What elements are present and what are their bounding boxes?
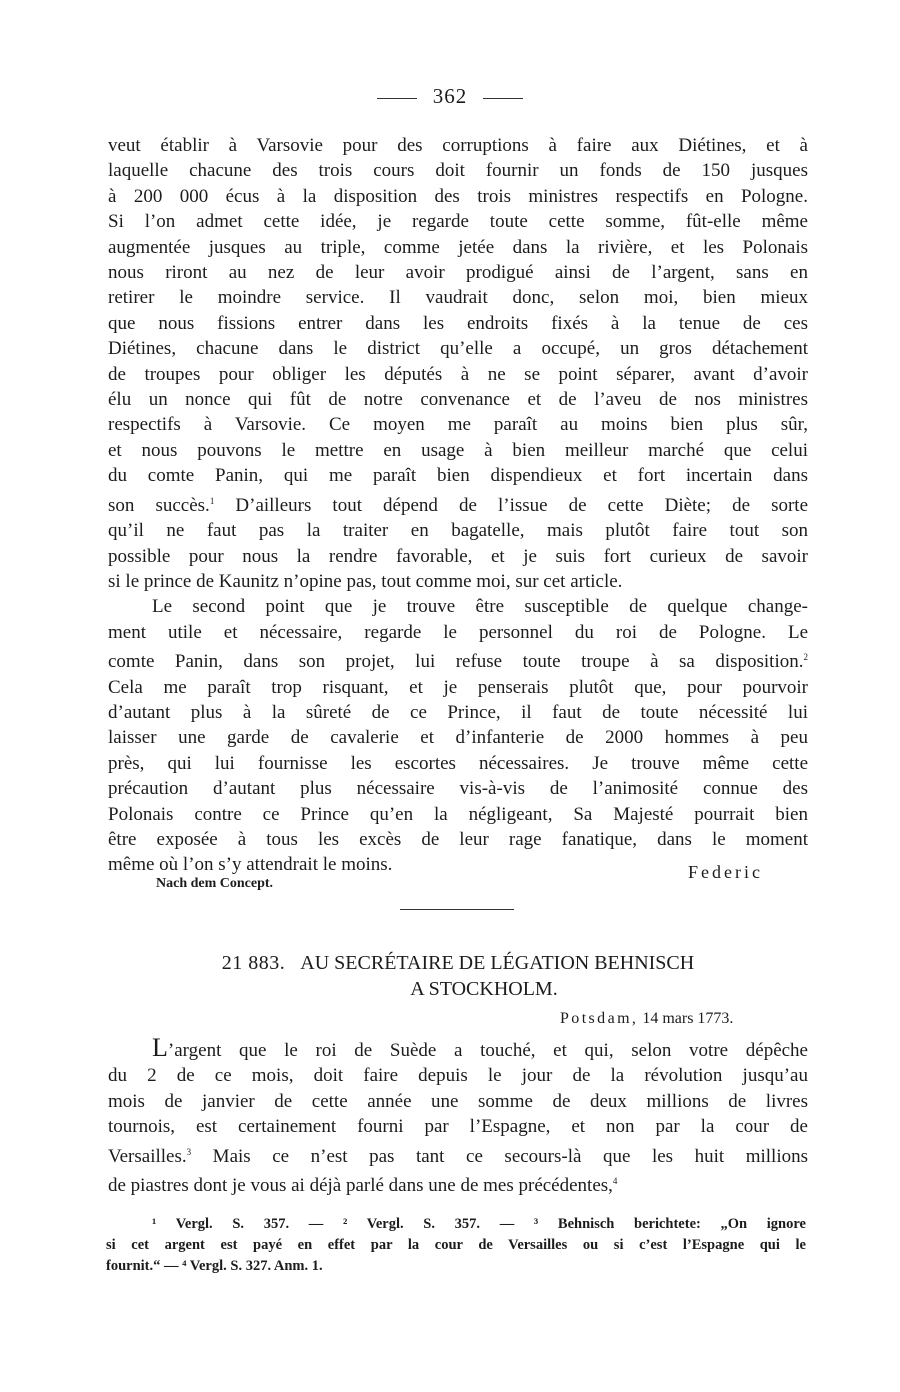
letter-recipient: AU SECRÉTAIRE DE LÉGATION BEHNISCH xyxy=(300,952,695,974)
letter-b-body xyxy=(108,1035,808,1198)
source-note: Nach dem Concept. xyxy=(156,876,274,891)
text-line: laisser une garde de cavalerie et d’infanterie de 2000 hommes à peu xyxy=(108,727,808,749)
text-line-with-footnote xyxy=(108,1140,808,1169)
text-line: du comte Panin, qui me paraît bien dispendieux et fort incertain dans xyxy=(108,465,808,487)
footnote-ref: 3 xyxy=(186,1146,192,1157)
text-line: tournois, est certainement fourni par l’Espagne, et non par la cour de xyxy=(108,1116,808,1138)
text-line: si le prince de Kaunitz n’opine pas, tout comme moi, sur cet article. xyxy=(108,570,623,592)
text-line: près, qui lui fournisse les escortes nécessaires. Je trouve même cette xyxy=(108,752,808,774)
text-fragment: D’ailleurs tout dépend de l’issue de cette Diète; de sorte xyxy=(235,494,809,516)
text-line: Cela me paraît trop risquant, et je penserais plutôt que, pour pourvoir xyxy=(108,676,808,698)
text-fragment: comte Panin, dans son projet, lui refuse toute troupe à sa disposition. xyxy=(108,651,804,673)
text-fragment: son succès. xyxy=(108,494,210,516)
text-line: Polonais contre ce Prince qu’en la négligeant, Sa Majesté pourrait bien xyxy=(108,803,808,825)
text-line: laquelle chacune des trois cours doit fournir un fonds de 150 jusques xyxy=(108,160,808,182)
text-line: de troupes pour obliger les députés à ne se point séparer, avant d’avoir xyxy=(108,363,808,385)
text-line: précaution d’autant plus nécessaire vis-à-vis de l’animosité connue des xyxy=(108,778,808,800)
text-line: Diétines, chacune dans le district qu’elle a occupé, un gros détachement xyxy=(108,338,808,360)
section-divider xyxy=(400,909,514,910)
text-line: d’autant plus à la sûreté de ce Prince, il faut de toute nécessité lui xyxy=(108,701,808,723)
letter-title-line1 xyxy=(108,950,808,976)
text-line: même où l’on s’y attendrait le moins. xyxy=(108,854,393,876)
text-line: mois de janvier de cette année une somme de deux millions de livres xyxy=(108,1090,808,1112)
text-line: élu un nonce qui fût de notre convenance et de l’aveu de nos ministres xyxy=(108,389,808,411)
letter-number: 21 883. xyxy=(221,952,286,974)
page-number: 362 xyxy=(432,84,468,108)
drop-cap: L xyxy=(152,1033,168,1062)
text-line: et nous pouvons le mettre en usage à bien meilleur marché que celui xyxy=(108,439,808,461)
date-text: 14 mars 1773. xyxy=(642,1010,734,1027)
letter-heading xyxy=(108,950,808,1002)
header-rule-left xyxy=(377,98,417,99)
text-line: Si l’on admet cette idée, je regarde toute cette somme, fût-elle même xyxy=(108,211,808,233)
text-line: du 2 de ce mois, doit faire depuis le jour de la révolution jusqu’au xyxy=(108,1065,808,1087)
dateline xyxy=(560,1010,733,1028)
text-line: retirer le moindre service. Il vaudrait donc, selon moi, bien mieux xyxy=(108,287,808,309)
text-line-with-footnote xyxy=(108,489,808,518)
text-line-with-footnote xyxy=(108,645,808,674)
text-line: possible pour nous la rendre favorable, et je suis fort curieux de savoir xyxy=(108,545,808,567)
footnote-ref: 2 xyxy=(803,652,808,663)
footnote-ref: 4 xyxy=(612,1176,618,1187)
text-line: ment utile et nécessaire, regarde le personnel du roi de Pologne. Le xyxy=(108,621,808,643)
letter-title-line2: A STOCKHOLM. xyxy=(410,978,558,1000)
text-fragment: Versailles. xyxy=(108,1145,187,1167)
text-line: que nous fissions entrer dans les endroits fixés à la tenue de ces xyxy=(108,312,808,334)
text-line-with-footnote xyxy=(108,1169,808,1198)
signature: Federic xyxy=(688,862,763,882)
letter-a-body xyxy=(108,133,808,878)
text-line: qu’il ne faut pas la traiter en bagatelle, mais plutôt faire tout son xyxy=(108,520,808,542)
text-line: Le second point que je trouve être susceptible de quelque change- xyxy=(152,596,808,618)
text-line: augmentée jusques au triple, comme jetée dans la rivière, et les Polonais xyxy=(108,236,808,258)
text-line-with-dropcap xyxy=(108,1035,808,1063)
date-place: Potsdam, xyxy=(560,1010,639,1027)
text-line: respectifs à Varsovie. Ce moyen me paraît au moins bien plus sûr, xyxy=(108,414,808,436)
text-fragment: ’argent que le roi de Suède a touché, et qui, selon votre dépêche xyxy=(167,1040,808,1061)
footnote-line: si cet argent est payé en effet par la cour de Versailles ou si c’est l’Espagne qui le xyxy=(106,1237,806,1253)
text-line: à 200 000 écus à la disposition des trois ministres respectifs en Pologne. xyxy=(108,185,808,207)
text-line: veut établir à Varsovie pour des corruptions à faire aux Diétines, et à xyxy=(108,135,808,156)
footnote-line: fournit.“ — ⁴ Vergl. S. 327. Anm. 1. xyxy=(106,1258,323,1274)
footnote-ref: 1 xyxy=(209,495,215,506)
page-header xyxy=(0,84,900,109)
text-fragment: Mais ce n’est pas tant ce secours-là que les huit millions xyxy=(212,1145,809,1167)
footnotes xyxy=(106,1214,806,1277)
text-line: nous riront au nez de leur avoir prodigué ainsi de l’argent, sans en xyxy=(108,262,808,284)
text-line: être exposée à tous les excès de leur rage fanatique, dans le moment xyxy=(108,828,808,850)
header-rule-right xyxy=(483,98,523,99)
text-fragment: de piastres dont je vous ai déjà parlé dans une de mes précédentes, xyxy=(108,1175,613,1197)
footnote-line: ¹ Vergl. S. 357. — ² Vergl. S. 357. — ³ Behnisch berichtete: „On ignore xyxy=(152,1216,806,1232)
